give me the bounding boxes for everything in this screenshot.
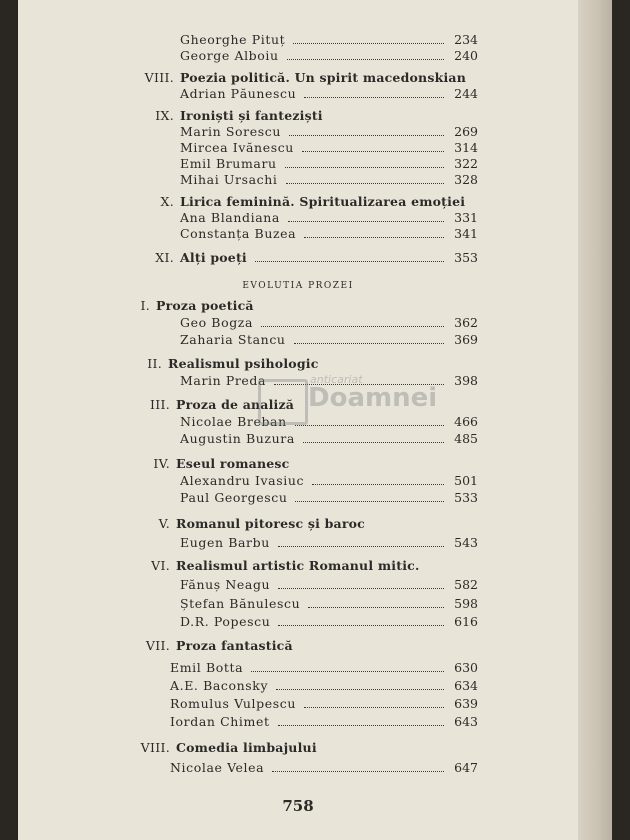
- dot-leader: [304, 97, 444, 98]
- chapter-number: IX.: [155, 108, 174, 123]
- toc-chapter-heading: [130, 70, 466, 85]
- author-name: Eugen Barbu: [180, 535, 270, 550]
- page-ref: 616: [454, 614, 478, 629]
- dot-leader: [255, 261, 444, 262]
- chapter-title: Alți poeți: [180, 250, 247, 265]
- dot-leader: [303, 442, 444, 443]
- page-ref: 269: [454, 124, 478, 139]
- dot-leader: [302, 151, 444, 152]
- toc-entry: [180, 535, 478, 550]
- page-ref: 485: [454, 431, 478, 446]
- dot-leader: [261, 326, 444, 327]
- toc-chapter-heading: [130, 298, 254, 313]
- book-page: [18, 0, 578, 840]
- dot-leader: [304, 707, 444, 708]
- toc-entry: [170, 760, 478, 775]
- dot-leader: [295, 425, 444, 426]
- author-name: Iordan Chimet: [170, 714, 270, 729]
- watermark-line1: anticariat: [310, 373, 363, 386]
- dot-leader: [276, 689, 444, 690]
- dot-leader: [312, 484, 444, 485]
- toc-entry: [180, 86, 478, 101]
- dot-leader: [278, 588, 444, 589]
- dot-leader: [293, 43, 444, 44]
- toc-entry: [180, 32, 478, 47]
- toc-entry: [180, 373, 478, 388]
- toc-entry: [170, 678, 478, 693]
- toc-chapter-heading: [130, 740, 317, 755]
- chapter-number: II.: [147, 356, 162, 371]
- toc-entry: [180, 596, 478, 611]
- dot-leader: [274, 384, 444, 385]
- author-name: Nicolae Breban: [180, 414, 287, 429]
- dot-leader: [308, 607, 444, 608]
- page-ref: 630: [454, 660, 478, 675]
- toc-entry: [180, 124, 478, 139]
- chapter-title: Proza de analiză: [176, 397, 295, 412]
- chapter-number: VII.: [145, 638, 170, 653]
- page-ref: 643: [454, 714, 478, 729]
- author-name: A.E. Baconsky: [170, 678, 269, 693]
- author-name: Zaharia Stancu: [180, 332, 286, 347]
- chapter-title: Romanul pitoresc și baroc: [176, 516, 365, 531]
- dot-leader: [294, 343, 444, 344]
- page-ref: 353: [454, 250, 478, 265]
- dot-leader: [288, 221, 444, 222]
- dot-leader: [278, 546, 444, 547]
- page-ref: 362: [454, 315, 478, 330]
- page-ref: 322: [454, 156, 478, 171]
- chapter-number: I.: [140, 298, 150, 313]
- page-ref: 314: [454, 140, 478, 155]
- page-ref: 639: [454, 696, 478, 711]
- toc-entry: [180, 156, 478, 171]
- author-name: Augustin Buzura: [180, 431, 295, 446]
- toc-entry: [180, 332, 478, 347]
- toc-chapter-heading: [130, 108, 323, 123]
- toc-entry: [180, 473, 478, 488]
- chapter-title: Realismul psihologic: [168, 356, 319, 371]
- author-name: Ștefan Bănulescu: [180, 596, 301, 611]
- toc-entry: [180, 172, 478, 187]
- toc-entry: [180, 577, 478, 592]
- author-name: Mircea Ivănescu: [180, 140, 294, 155]
- toc-entry: [180, 48, 478, 63]
- chapter-number: X.: [160, 194, 174, 209]
- page-ref: 244: [454, 86, 478, 101]
- toc-entry: [180, 226, 478, 241]
- chapter-title: Poezia politică. Un spirit macedonskian: [180, 70, 466, 85]
- chapter-number: III.: [150, 397, 170, 412]
- page-ref: 328: [454, 172, 478, 187]
- toc-chapter-heading: [130, 356, 319, 371]
- toc-chapter-heading: [130, 397, 294, 412]
- author-name: Fănuș Neagu: [180, 577, 271, 592]
- chapter-title: Proza poetică: [156, 298, 254, 313]
- table-of-contents: [18, 0, 578, 840]
- dot-leader: [286, 183, 445, 184]
- author-name: Geo Bogza: [180, 315, 254, 330]
- toc-chapter-heading: [130, 638, 293, 653]
- dot-leader: [278, 625, 444, 626]
- author-name: Emil Brumaru: [180, 156, 277, 171]
- chapter-title: Proza fantastică: [176, 638, 293, 653]
- author-name: Alexandru Ivasiuc: [180, 473, 305, 488]
- author-name: Emil Botta: [170, 660, 244, 675]
- dot-leader: [289, 135, 444, 136]
- author-name: Constanța Buzea: [180, 226, 297, 241]
- author-name: Marin Sorescu: [180, 124, 281, 139]
- dot-leader: [295, 501, 444, 502]
- section-title: EVOLUTIA PROZEI: [242, 281, 354, 291]
- chapter-title: Lirica feminină. Spiritualizarea emoției: [180, 194, 466, 209]
- page-ref: 647: [454, 760, 478, 775]
- author-name: D.R. Popescu: [180, 614, 271, 629]
- toc-entry: [180, 315, 478, 330]
- author-name: Romulus Vulpescu: [170, 696, 297, 711]
- page-ref: 533: [454, 490, 478, 505]
- chapter-number: VIII.: [144, 70, 174, 85]
- page-ref: 501: [454, 473, 478, 488]
- page-ref: 240: [454, 48, 478, 63]
- author-name: Ana Blandiana: [180, 210, 280, 225]
- author-name: Marin Preda: [180, 373, 267, 388]
- toc-entry: [170, 714, 478, 729]
- chapter-title: Realismul artistic Romanul mitic.: [176, 558, 420, 573]
- toc-chapter-heading: [130, 558, 420, 573]
- watermark-line2: Doamnei: [308, 383, 438, 413]
- page-ref: 634: [454, 678, 478, 693]
- author-name: George Alboiu: [180, 48, 279, 63]
- page-number: 758: [282, 797, 314, 815]
- page-ref: 341: [454, 226, 478, 241]
- chapter-title: Ironiști și fanteziști: [180, 108, 323, 123]
- page-ref: 582: [454, 577, 478, 592]
- toc-entry: [180, 210, 478, 225]
- dot-leader: [285, 167, 444, 168]
- dot-leader: [278, 725, 444, 726]
- dot-leader: [287, 59, 444, 60]
- chapter-number: VI.: [151, 558, 170, 573]
- author-name: Nicolae Velea: [170, 760, 265, 775]
- page-ref: 543: [454, 535, 478, 550]
- toc-chapter-heading: [130, 516, 365, 531]
- page-ref: 234: [454, 32, 478, 47]
- author-name: Gheorghe Pituț: [180, 32, 286, 47]
- dot-leader: [272, 771, 444, 772]
- toc-chapter-heading: [130, 456, 289, 471]
- chapter-number: IV.: [153, 456, 170, 471]
- chapter-title: Comedia limbajului: [176, 740, 317, 755]
- dot-leader: [251, 671, 444, 672]
- toc-entry: [180, 414, 478, 429]
- author-name: Mihai Ursachi: [180, 172, 278, 187]
- page-ref: 466: [454, 414, 478, 429]
- page-ref: 598: [454, 596, 478, 611]
- chapter-number: XI.: [155, 250, 174, 265]
- chapter-number: V.: [158, 516, 170, 531]
- toc-entry: [180, 140, 478, 155]
- toc-entry: [170, 696, 478, 711]
- toc-entry: [180, 431, 478, 446]
- toc-entry: [180, 490, 478, 505]
- toc-entry: [180, 614, 478, 629]
- toc-chapter-heading: [130, 194, 465, 209]
- chapter-number: VIII.: [140, 740, 170, 755]
- author-name: Adrian Păunescu: [180, 86, 297, 101]
- dot-leader: [304, 237, 444, 238]
- page-ref: 331: [454, 210, 478, 225]
- toc-chapter-heading: [130, 250, 478, 265]
- page-ref: 369: [454, 332, 478, 347]
- chapter-title: Eseul romanesc: [176, 456, 290, 471]
- page-ref: 398: [454, 373, 478, 388]
- author-name: Paul Georgescu: [180, 490, 288, 505]
- toc-entry: [170, 660, 478, 675]
- page-edges: [578, 0, 612, 840]
